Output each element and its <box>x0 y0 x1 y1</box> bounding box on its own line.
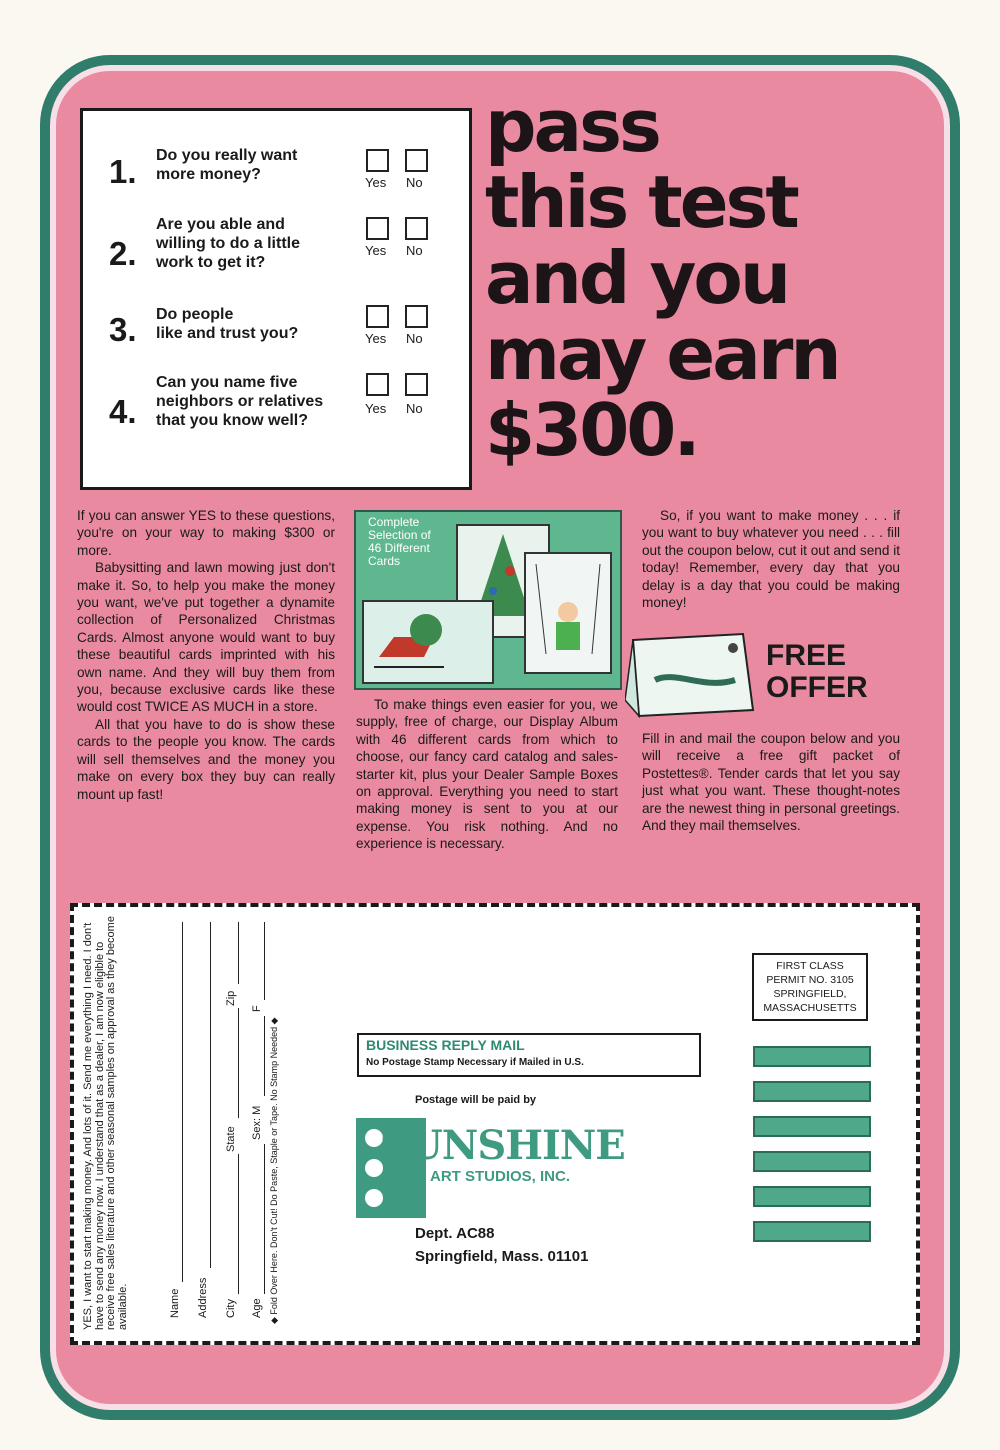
no-label: No <box>406 175 423 190</box>
headline-line: this test <box>485 160 797 244</box>
child-figure-icon <box>526 554 610 672</box>
permit-line: PERMIT NO. 3105 <box>766 974 854 986</box>
question-text <box>156 215 366 272</box>
coupon-order-stub <box>79 910 284 1330</box>
card-art-caption <box>368 516 431 568</box>
headline-line: pass <box>485 84 659 168</box>
zip-label: Zip <box>225 990 237 1006</box>
question-number: 2. <box>109 235 137 272</box>
free-offer-heading <box>766 640 868 704</box>
left-column <box>77 507 335 803</box>
address-label: Address <box>197 1277 209 1318</box>
sex-f-label: F <box>251 1005 263 1012</box>
zip-field[interactable] <box>238 922 239 984</box>
permit-line: MASSACHUSETTS <box>763 1002 857 1014</box>
company-name: SUNSHINE <box>380 1122 625 1169</box>
envelope-icon <box>625 630 760 722</box>
business-reply-box <box>357 1033 701 1077</box>
no-checkbox-2[interactable] <box>405 217 428 240</box>
city-field[interactable] <box>238 1154 239 1294</box>
postal-bar <box>753 1186 871 1207</box>
permit-line: FIRST CLASS <box>776 960 844 972</box>
address-line: Springfield, Mass. 01101 <box>415 1248 589 1265</box>
question-line: Do people <box>156 306 234 323</box>
middle-column: To make things even easier for you, we supply, free of charge, our Display Album with 46 different cards from which to choose, our fancy card catalog and sales-starter kit, plus your Dealer Sample Boxes on approval. Everything you need to start making money is sent to you at our expense. You risk nothing. And no experience is necessary. <box>356 697 618 852</box>
city-label: City <box>225 1299 237 1318</box>
yes-label: Yes <box>365 401 387 416</box>
question-line: willing to do a little <box>156 235 300 252</box>
headline-line: $300. <box>485 388 698 472</box>
question-line: more money? <box>156 166 261 183</box>
caption-line: Selection of <box>368 528 431 542</box>
dept-label: Dept. AC88 <box>415 1225 495 1242</box>
postal-bar <box>753 1151 871 1172</box>
company-subname: ART STUDIOS, INC. <box>430 1168 571 1185</box>
caption-line: Cards <box>368 554 401 568</box>
no-label: No <box>406 401 423 416</box>
quiz-box <box>80 108 472 490</box>
no-checkbox-4[interactable] <box>405 373 428 396</box>
question-line: work to get it? <box>156 254 266 271</box>
question-text <box>156 146 366 184</box>
postage-paid-label: Postage will be paid by <box>415 1094 537 1106</box>
card-selection-illustration <box>354 510 622 690</box>
sex-m-field[interactable] <box>264 1016 265 1096</box>
permit-box <box>752 953 868 1021</box>
sleigh-icon <box>364 602 492 682</box>
yes-checkbox-3[interactable] <box>366 305 389 328</box>
question-line: Are you able and <box>156 216 285 233</box>
free-offer-line: OFFER <box>766 671 868 704</box>
paragraph: Babysitting and lawn mowing just don't make it. So, to help you make the money you want, we've put together a dynamite collection of Personalized Christmas Cards. Almost anyone would want to buy these beautiful cards imprinted with his own name. And they will buy them from you, because exclusive cards like these would cost TWICE AS MUCH in a store. <box>77 560 335 715</box>
name-label: Name <box>169 1288 181 1318</box>
no-postage-label: No Postage Stamp Necessary if Mailed in U.S. <box>366 1057 584 1068</box>
question-line: Can you name five <box>156 374 298 391</box>
paragraph: If you can answer YES to these questions, you're on your way to making $300 or more. <box>77 508 335 558</box>
postal-bar <box>753 1221 871 1242</box>
postal-bar <box>753 1116 871 1137</box>
question-number: 3. <box>109 311 137 348</box>
question-number: 4. <box>109 393 137 430</box>
coupon-order-form <box>79 910 284 1330</box>
no-checkbox-3[interactable] <box>405 305 428 328</box>
sex-f-field[interactable] <box>264 922 265 1000</box>
headline-line: may earn <box>485 312 839 396</box>
child-card-image <box>524 552 612 674</box>
question-line: like and trust you? <box>156 325 299 342</box>
question-text <box>156 305 366 343</box>
yes-label: Yes <box>365 243 387 258</box>
headline-line: and you <box>485 236 789 320</box>
question-line: neighbors or relatives <box>156 393 324 410</box>
free-offer-line: FREE <box>766 639 847 672</box>
business-reply-label: BUSINESS REPLY MAIL <box>366 1037 525 1053</box>
paragraph: All that you have to do is show these cards to the people you know. The cards will sell themselves and the money you make on every box they buy can really mount up fast! <box>77 716 335 802</box>
postal-bar <box>753 1081 871 1102</box>
question-line: that you know well? <box>156 412 309 429</box>
no-label: No <box>406 243 423 258</box>
fold-instruction: ◆ Fold Over Here. Don't Cut! Do Paste, Staple or Tape. No Stamp Needed ◆ <box>269 1017 279 1324</box>
yes-label: Yes <box>365 175 387 190</box>
headline <box>485 84 925 472</box>
question-line: Do you really want <box>156 147 298 164</box>
yes-label: Yes <box>365 331 387 346</box>
right-column-top: So, if you want to make money . . . if you want to buy whatever you need . . . fill out the coupon below, cut it out and send it today! Remember, every day that you delay is a day that you could be making money! <box>642 508 900 611</box>
address-field[interactable] <box>210 922 211 1268</box>
sex-label: Sex: M <box>251 1105 263 1140</box>
yes-checkbox-2[interactable] <box>366 217 389 240</box>
coupon-yes-text: YES, I want to start making money. And lots of it. Send me everything I need. I don't have to send any money now. I understand that as a dealer, I am now eligible to receive free sales literature and other seasonal samples on approval as they become available. <box>82 916 129 1330</box>
name-field[interactable] <box>182 922 183 1282</box>
yes-checkbox-1[interactable] <box>366 149 389 172</box>
question-number: 1. <box>109 153 137 190</box>
yes-checkbox-4[interactable] <box>366 373 389 396</box>
postal-bar <box>753 1046 871 1067</box>
state-field[interactable] <box>238 1008 239 1118</box>
caption-line: 46 Different <box>368 541 430 555</box>
age-label: Age <box>251 1298 263 1318</box>
state-label: State <box>225 1126 237 1152</box>
no-label: No <box>406 331 423 346</box>
question-text <box>156 373 366 430</box>
sleigh-card-image <box>362 600 494 684</box>
caption-line: Complete <box>368 515 420 529</box>
right-column-bottom: Fill in and mail the coupon below and you will receive a free gift packet of Postettes®. Tender cards that let you say just what you want. These thought-notes are the newest thing in personal greetings. And they mail themselves. <box>642 731 900 834</box>
permit-line: SPRINGFIELD, <box>773 988 847 1000</box>
age-field[interactable] <box>264 1144 265 1294</box>
no-checkbox-1[interactable] <box>405 149 428 172</box>
envelope-illustration <box>625 630 760 722</box>
